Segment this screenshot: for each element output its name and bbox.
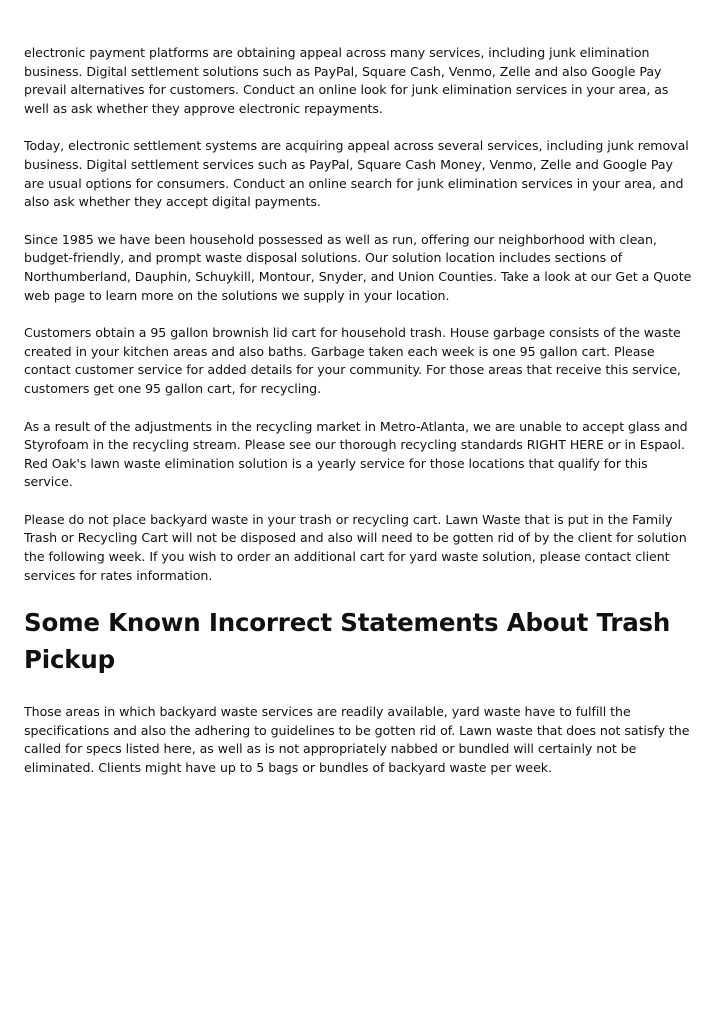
paragraph-yard-waste-specs: Those areas in which backyard waste services are readily available, yard waste have to fulfill the specifications and also the adhering to guidelines to be gotten rid of. Lawn waste that does not satisfy the called for specs listed here, as well as is not appropriately nabbed or bundled will certainly not be eliminated. Clients might have up to 5 bags or bundles of backyard waste per week.	[24, 704, 690, 776]
paragraph-payment-platforms: electronic payment platforms are obtaining appeal across many services, including junk elimination business. Digital settlement solutions such as PayPal, Square Cash, Venmo, Zelle and also Google Pay prevail alternatives for customers. Conduct an online look for junk elimination services in your area, as well as ask whether they approve electronic repayments.	[24, 45, 669, 116]
section-heading: Some Known Incorrect Statements About Trash Pickup	[24, 608, 671, 675]
paragraph-backyard-waste: Please do not place backyard waste in your trash or recycling cart. Lawn Waste that is put in the Family Trash or Recycling Cart will not be disposed and also will need to be gotten rid of by the client for solution the following week. If you wish to order an additional cart for yard waste solution, please contact client services for rates information.	[24, 511, 687, 583]
paragraph-recycling-market: As a result of the adjustments in the recycling market in Metro-Atlanta, we are unable to accept glass and Styrofoam in the recycling stream. Please see our thorough recycling standards RIGHT HERE or in Espaol. Red Oak's lawn waste elimination solution is a yearly service for those locations that qualify for this service.	[24, 418, 688, 490]
paragraph-gallon-cart: Customers obtain a 95 gallon brownish lid cart for household trash. House garbage consists of the waste created in your kitchen areas and also baths. Garbage taken each week is one 95 gallon cart. Please contact customer service for added details for your community. For those areas that receive this service, customers get one 95 gallon cart, for recycling.	[24, 325, 681, 396]
paragraph-since-1985: Since 1985 we have been household possessed as well as run, offering our neighborhood with clean, budget-friendly, and prompt waste disposal solutions. Our solution location includes sections of Northumberland, Dauphin, Schuykill, Montour, Snyder, and Union Counties. Take a look at our Get a Quote web page to learn more on the solutions we supply in your location.	[24, 231, 692, 303]
paragraph-electronic-settlement: Today, electronic settlement systems are acquiring appeal across several services, including junk removal business. Digital settlement services such as PayPal, Square Cash Money, Venmo, Zelle and Google Pay are usual options for consumers. Conduct an online search for junk elimination services in your area, and also ask whether they accept digital payments.	[24, 138, 689, 210]
